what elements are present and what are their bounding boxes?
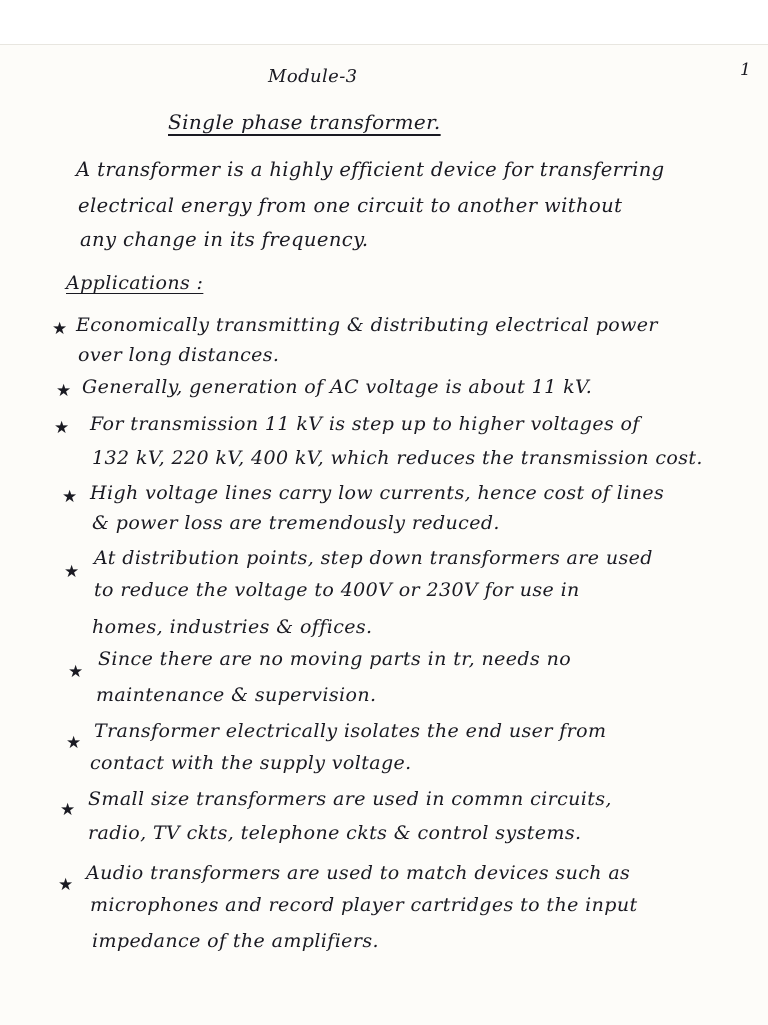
application-line: For transmission 11 kV is step up to higher voltages of (90, 413, 640, 435)
intro-line: electrical energy from one circuit to another without (78, 194, 623, 217)
page-title: Single phase transformer. (168, 110, 441, 134)
application-line: microphones and record player cartridges to the input (90, 894, 638, 916)
star-bullet-icon: ★ (62, 487, 78, 507)
star-bullet-icon: ★ (54, 418, 70, 438)
application-line: Since there are no moving parts in tr, needs no (98, 648, 572, 670)
module-title: Module-3 (268, 66, 358, 87)
star-bullet-icon: ★ (68, 662, 84, 682)
application-line: over long distances. (78, 344, 280, 366)
application-line: to reduce the voltage to 400V or 230V for use in (94, 579, 580, 601)
intro-line: any change in its frequency. (80, 228, 369, 251)
application-line: impedance of the amplifiers. (92, 930, 379, 952)
application-line: Transformer electrically isolates the end user from (94, 720, 607, 742)
application-line: Small size transformers are used in commn circuits, (88, 788, 612, 810)
page-number: 1 (740, 60, 752, 80)
application-line: radio, TV ckts, telephone ckts & control systems. (88, 822, 582, 844)
application-line: High voltage lines carry low currents, hence cost of lines (90, 482, 665, 504)
application-line: Audio transformers are used to match devices such as (86, 862, 631, 884)
application-line: At distribution points, step down transformers are used (94, 547, 653, 569)
application-line: Generally, generation of AC voltage is about 11 kV. (82, 376, 593, 398)
star-bullet-icon: ★ (60, 800, 76, 820)
star-bullet-icon: ★ (64, 562, 80, 582)
application-line: homes, industries & offices. (92, 616, 373, 638)
star-bullet-icon: ★ (56, 381, 72, 401)
application-line: 132 kV, 220 kV, 400 kV, which reduces the transmission cost. (92, 447, 703, 469)
star-bullet-icon: ★ (66, 733, 82, 753)
application-line: contact with the supply voltage. (90, 752, 412, 774)
intro-line: A transformer is a highly efficient device for transferring (76, 158, 665, 181)
star-bullet-icon: ★ (52, 319, 68, 339)
application-line: maintenance & supervision. (96, 684, 377, 706)
star-bullet-icon: ★ (58, 875, 74, 895)
application-line: & power loss are tremendously reduced. (92, 512, 500, 534)
applications-heading: Applications : (66, 272, 204, 294)
application-line: Economically transmitting & distributing electrical power (76, 314, 658, 336)
